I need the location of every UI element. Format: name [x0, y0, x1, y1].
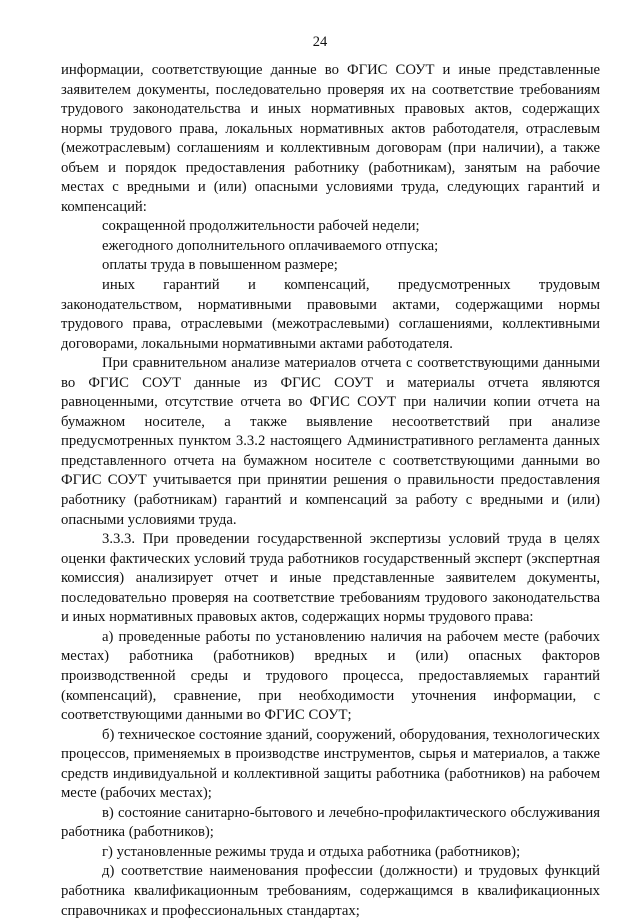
- list-item-v: в) состояние санитарно-бытового и лечебно-профилактического обслуживания работника (работников);: [61, 804, 600, 841]
- list-item-other-guarantees: иных гарантий и компенсаций, предусмотренных трудовым законодательством, нормативными правовыми актами, содержащими нормы трудового права, отраслевыми (межотраслевыми) соглашениями, коллективными договорами, локальными нормативными актами работодателя.: [61, 277, 600, 352]
- body-text: [61, 61, 600, 921]
- list-item-additional-leave: ежегодного дополнительного оплачиваемого отпуска;: [102, 237, 439, 254]
- list-item-d: д) соответствие наименования профессии (должности) и трудовых функций работника квалификационным требованиям, содержащимся в квалификационных справочниках и профессиональных стандартах;: [61, 863, 600, 919]
- list-item-b: б) техническое состояние зданий, сооружений, оборудования, технологических процессов, применяемых в производстве инструментов, сырья и материалов, а также средств индивидуальной и коллективной защиты работника (работников) на рабочем месте (рабочих местах);: [61, 726, 600, 802]
- list-item-g: г) установленные режимы труда и отдыха работника (работников);: [102, 843, 521, 860]
- list-item-shortened-week: сокращенной продолжительности рабочей недели;: [102, 218, 420, 235]
- paragraph-comparative-analysis: При сравнительном анализе материалов отчета с соответствующими данными во ФГИС СОУТ данные из ФГИС СОУТ и материалы отчета являются равноценными, отсутствие отчета во ФГИС СОУТ при наличии копии отчета на бумажном носителе, а также выявление несоответствий при анализе предусмотренных пунктом 3.3.2 настоящего Административного регламента данных представленного отчета на бумажном носителе с соответствующими данными во ФГИС СОУТ учитывается при принятии решения о правильности предоставления работнику (работникам) гарантий и компенсаций за работу с вредными и (или) опасными условиями труда.: [61, 355, 600, 528]
- list-item-increased-pay: оплаты труда в повышенном размере;: [102, 257, 338, 274]
- page-number: 24: [312, 34, 328, 50]
- paragraph-section-3-3-3: 3.3.3. При проведении государственной экспертизы условий труда в целях оценки фактических условий труда работников государственный эксперт (экспертная комиссия) анализирует отчет и иные представленные заявителем документы, последовательно проверяя на соответствие требованиям трудового законодательства и иных нормативных правовых актов, содержащих нормы трудового права:: [61, 531, 600, 626]
- list-item-a: а) проведенные работы по установлению наличия на рабочем месте (рабочих местах) работника (работников) вредных и (или) опасных факторов производственной среды и трудового процесса, предоставляемых гарантий (компенсаций), сравнение, при необходимости уточнения информации, с соответствующими данными во ФГИС СОУТ;: [61, 628, 600, 724]
- paragraph-intro: информации, соответствующие данные во ФГИС СОУТ и иные представленные заявителем документы, последовательно проверяя их на соответствие требованиям трудового законодательства и иных нормативных правовых актов, содержащих нормы трудового права, локальных нормативных актов работодателя, отраслевым (межотраслевым) соглашениям и коллективным договорам (при наличии), а также объем и порядок предоставления работнику (работникам), занятым на рабочие местах с вредными и (или) опасными условиями труда, следующих гарантий и компенсаций:: [61, 62, 600, 215]
